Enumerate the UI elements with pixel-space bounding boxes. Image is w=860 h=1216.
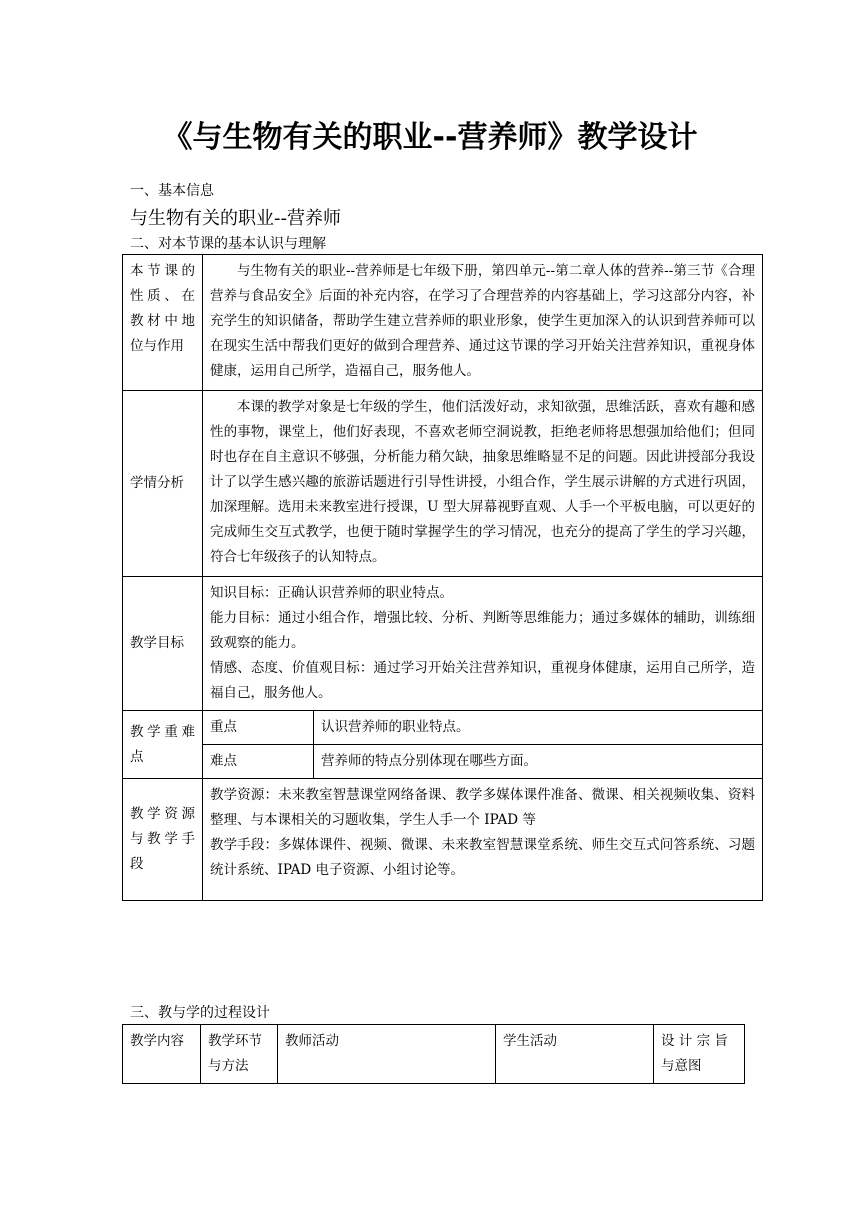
row-label-goals: 教学目标: [123, 577, 203, 711]
table-row: [123, 779, 763, 901]
process-table: [122, 1024, 745, 1084]
difficulty-label: 难点: [203, 745, 314, 779]
resources-cell: [203, 779, 763, 901]
table-row: [123, 391, 763, 577]
students-text: 本课的教学对象是七年级的学生，他们活泼好动，求知欲强，思维活跃，喜欢有趣和感性的事物，课堂上，他们好表现，不喜欢老师空洞说教，拒绝老师将思想强加给他们；但同时也存在自主意识不够强，分析能力稍欠缺，抽象思维略显不足的问题。因此讲授部分我设计了以学生感兴趣的旅游话题进行引导性讲授，小组合作，学生展示讲解的方式进行巩固，加深理解。选用未来教室进行授课，U 型大屏幕视野直观、人手一个平板电脑，可以更好的完成师生交互式教学，也便于随时掌握学生的学习情况，也充分的提高了学生的学习兴趣，符合七年级孩子的认知特点。: [203, 391, 763, 577]
table-header-row: [123, 1025, 745, 1084]
section-basic-info: 一、基本信息: [130, 183, 214, 199]
table-row: [123, 255, 763, 391]
means-text: 教学手段：多媒体课件、视频、微课、未来教室智慧课堂系统、师生交互式问答系统、习题统计系统、IPAD 电子资源、小组讨论等。: [210, 837, 755, 878]
document-title: 《与生物有关的职业--营养师》教学设计: [162, 120, 698, 155]
keypoints-cell: [203, 711, 763, 779]
header-intent: 设 计 宗 旨与意图: [654, 1025, 745, 1084]
table-row: [123, 711, 763, 779]
header-method: 教学环节与方法: [201, 1025, 278, 1084]
header-student: 学生活动: [496, 1025, 654, 1084]
table-row: [203, 745, 762, 779]
header-content: 教学内容: [123, 1025, 201, 1084]
resources-text: 教学资源：未来教室智慧课堂网络备课、教学多媒体课件准备、微课、相关视频收集、资料整理、与本课相关的习题收集，学生人手一个 IPAD 等: [210, 787, 755, 828]
key-text: 认识营养师的职业特点。: [314, 711, 763, 745]
difficulty-text: 营养师的特点分别体现在哪些方面。: [321, 753, 537, 769]
key-label: 重点: [203, 711, 314, 745]
goal-emotion: 情感、态度、价值观目标：通过学习开始关注营养知识，重视身体健康，运用自己所学，造福自己，服务他人。: [210, 660, 755, 701]
row-label-nature: 本节课的性质、在教材中地位与作用: [123, 255, 203, 391]
header-teacher: 教师活动: [278, 1025, 496, 1084]
understanding-table: [122, 254, 763, 901]
section-process-design: 三、教与学的过程设计: [130, 1005, 270, 1021]
goal-knowledge: 知识目标：正确认识营养师的职业特点。: [210, 585, 453, 601]
row-label-resources: 教学资源与教学手段: [123, 779, 203, 901]
lesson-subtitle: 与生物有关的职业--营养师: [130, 208, 341, 229]
goal-ability: 能力目标：通过小组合作，增强比较、分析、判断等思维能力；通过多媒体的辅助，训练细致观察的能力。: [210, 610, 755, 651]
keypoints-inner-table: [203, 711, 762, 778]
row-label-keypoints: 教学重难点: [123, 711, 203, 779]
section-understanding: 二、对本节课的基本认识与理解: [130, 236, 326, 252]
table-row: [203, 711, 762, 745]
nature-text: 与生物有关的职业--营养师是七年级下册，第四单元--第二章人体的营养--第三节《合理营养与食品安全》后面的补充内容，在学习了合理营养的内容基础上，学习这部分内容，补充学生的知识储备，帮助学生建立营养师的职业形象，使学生更加深入的认识到营养师可以在现实生活中帮我们更好的做到合理营养、通过这节课的学习开始关注营养知识，重视身体健康，运用自己所学，造福自己，服务他人。: [203, 255, 763, 391]
table-row: [123, 577, 763, 711]
goals-cell: [203, 577, 763, 711]
row-label-students: 学情分析: [123, 391, 203, 577]
